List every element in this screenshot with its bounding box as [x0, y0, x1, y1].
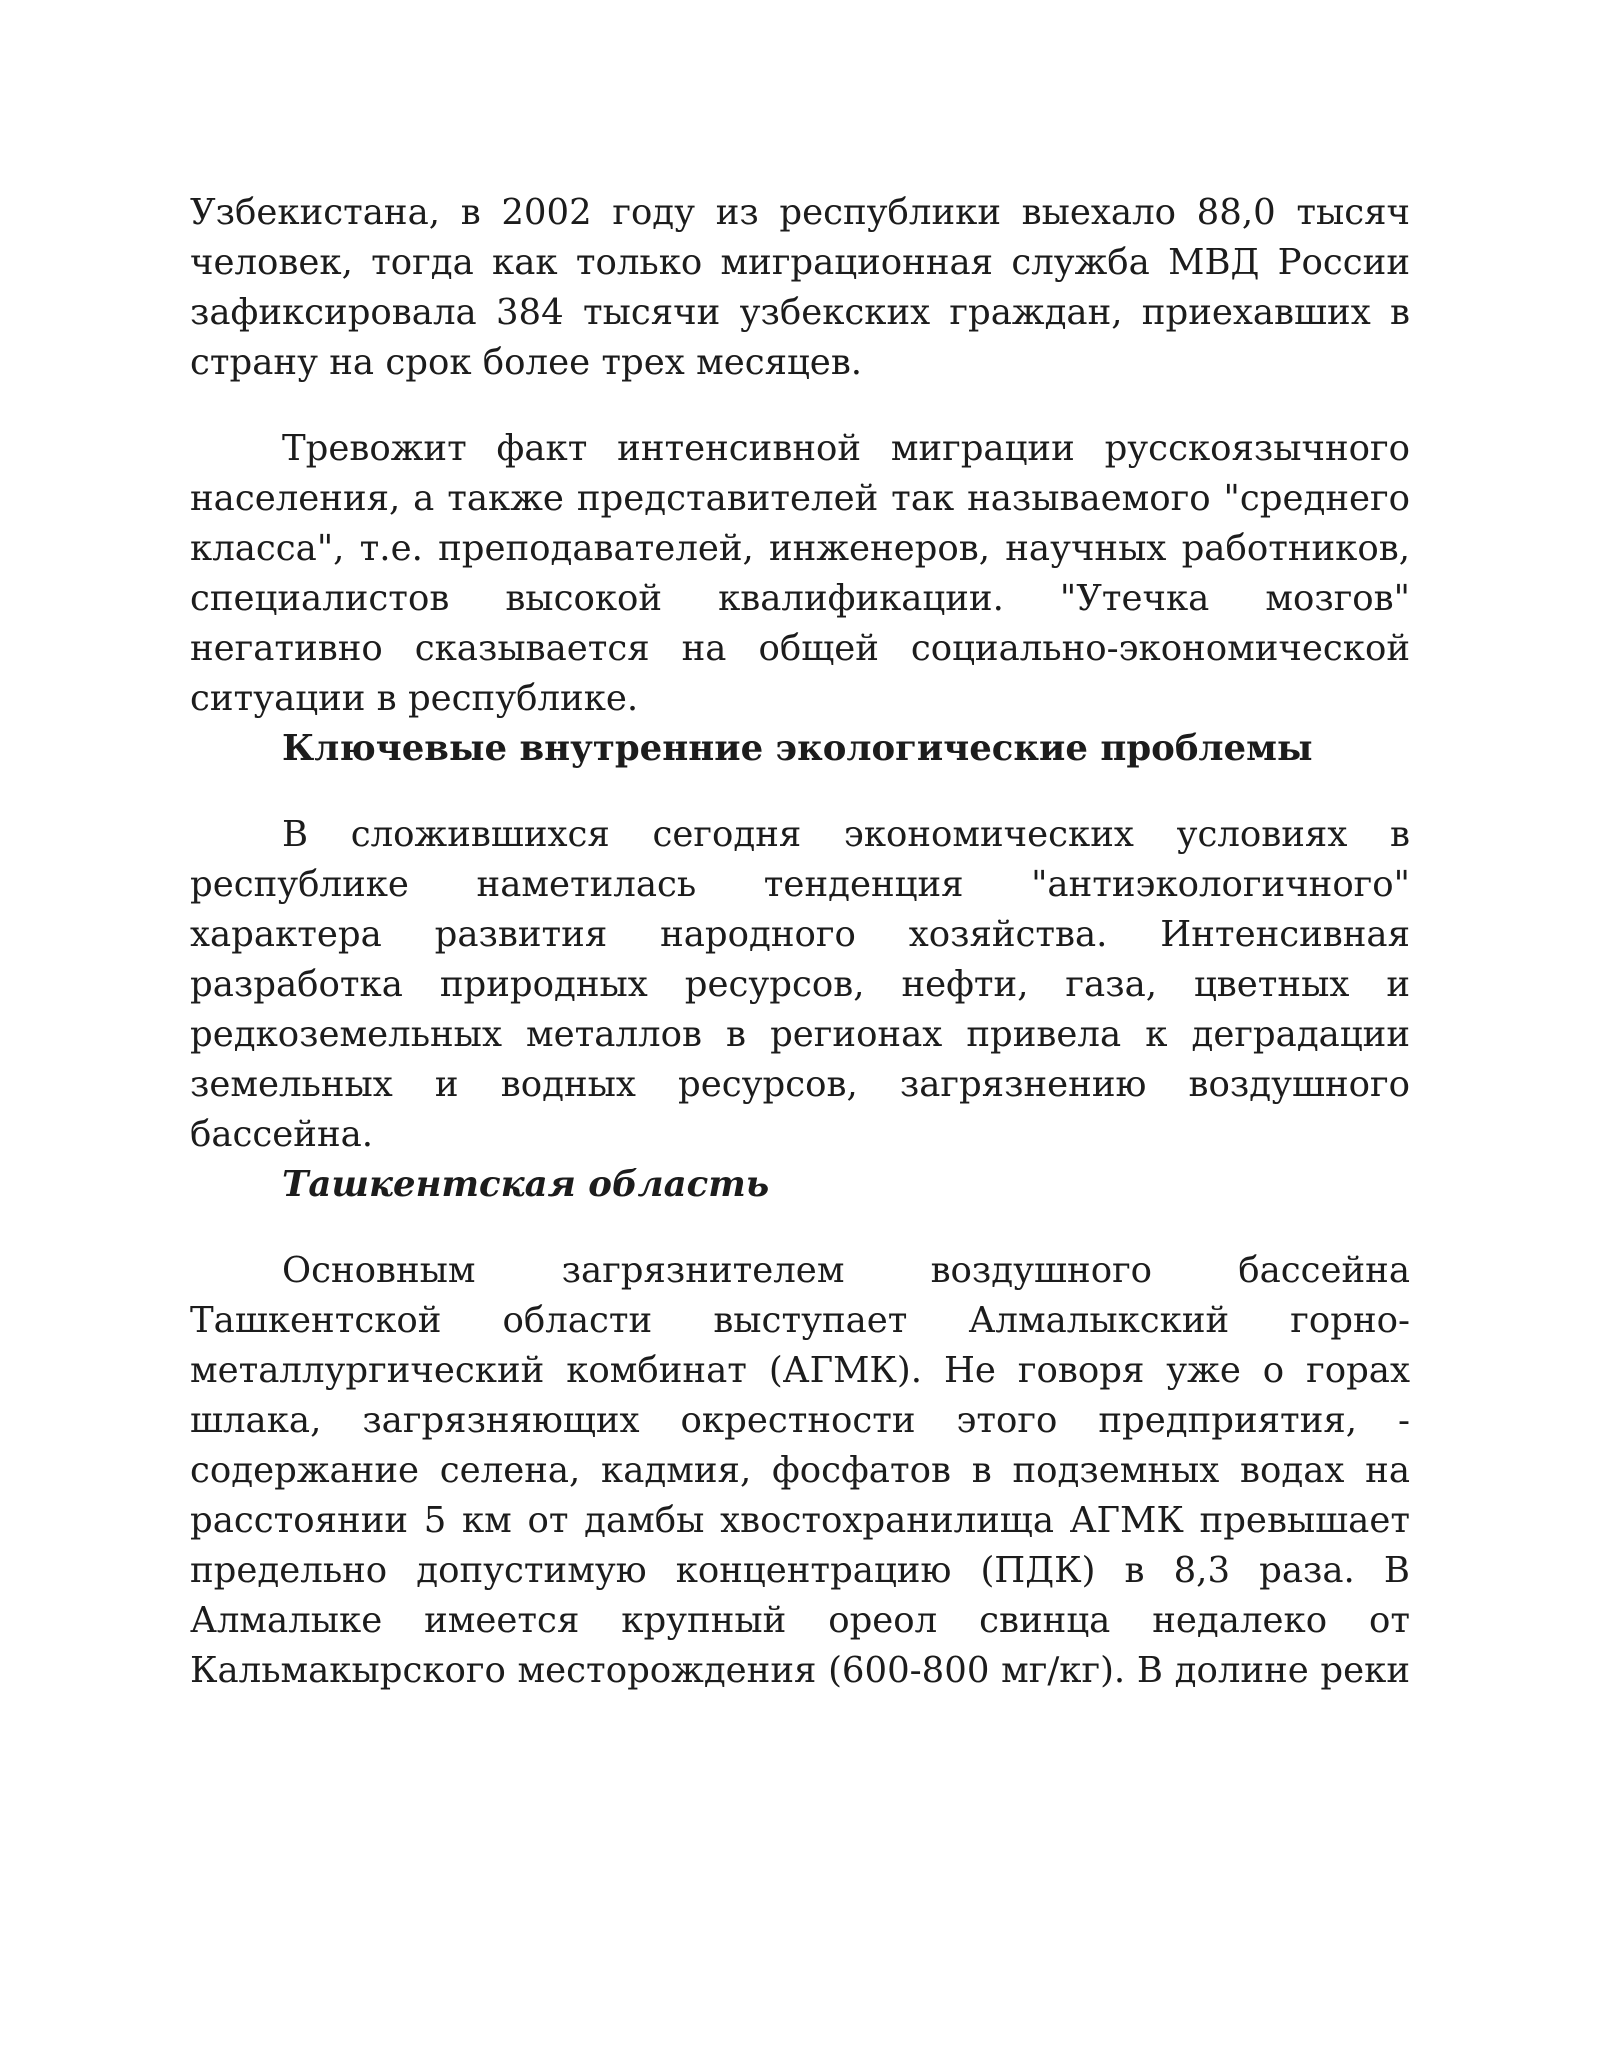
document-page — [190, 188, 1410, 1696]
paragraph-ecology-trend: В сложившихся сегодня экономических условиях в республике наметилась тенденция "антиэкологичного" характера развития народного хозяйства. Интенсивная разработка природных ресурсов, нефти, газа, цветных и редкоземельных металлов в регионах привела к деградации земельных и водных ресурсов, загрязнению воздушного бассейна. — [190, 814, 1410, 1155]
section-heading: Ключевые внутренние экологические проблемы — [282, 728, 1313, 769]
paragraph-emigration-stats: Узбекистана, в 2002 году из республики выехало 88,0 тысяч человек, тогда как только миграционная служба МВД России зафиксировала 384 тысячи узбекских граждан, приехавших в страну на срок более трех месяцев. — [190, 192, 1410, 383]
paragraph-tashkent-pollution: Основным загрязнителем воздушного бассейна Ташкентской области выступает Алмалыкский горно-металлургический комбинат (АГМК). Не говоря уже о горах шлака, загрязняющих окрестности этого предприятия, - содержание селена, кадмия, фосфатов в подземных водах на расстоянии 5 км от дамбы хвостохранилища АГМК превышает предельно допустимую концентрацию (ПДК) в 8,3 раза. В Алмалыке имеется крупный ореол свинца недалеко от Кальмакырского месторождения (600-800 мг/кг). В долине реки — [190, 1250, 1410, 1691]
paragraph-brain-drain: Тревожит факт интенсивной миграции русскоязычного населения, а также представителей так называемого "среднего класса", т.е. преподавателей, инженеров, научных работников, специалистов высокой квалификации. "Утечка мозгов" негативно сказывается на общей социально-экономической ситуации в республике. — [190, 428, 1410, 719]
subsection-heading: Ташкентская область — [282, 1164, 770, 1205]
